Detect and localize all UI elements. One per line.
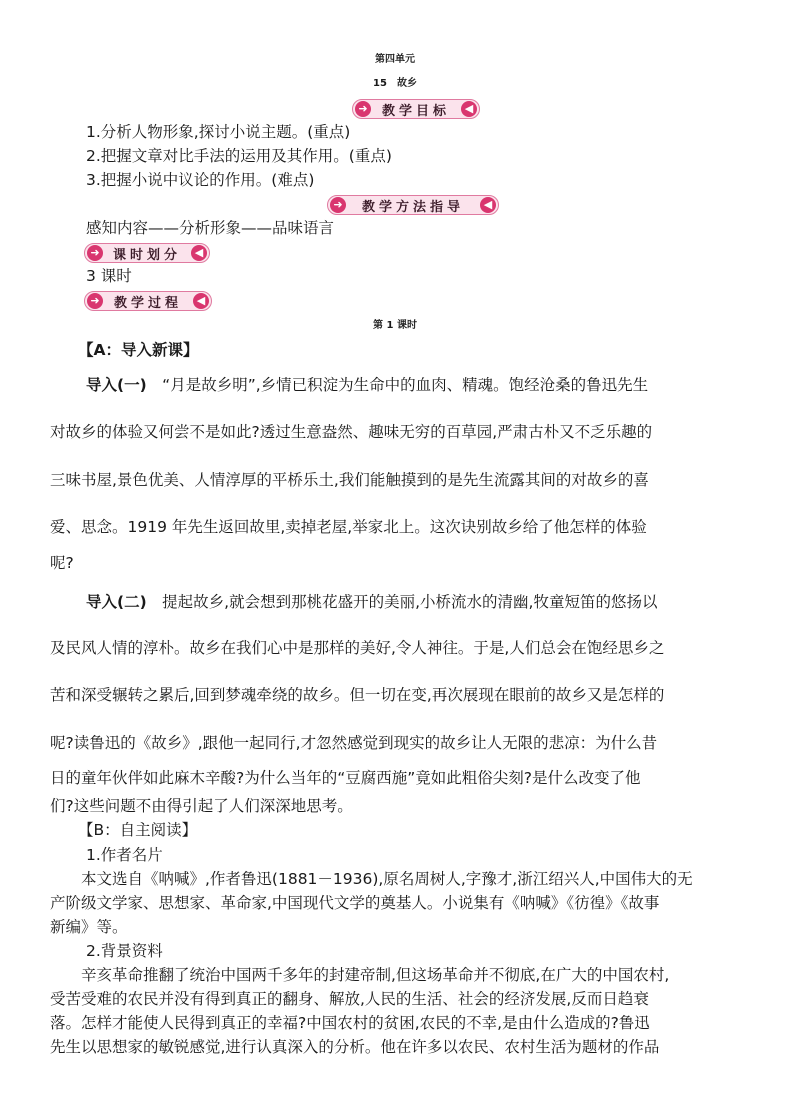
- arrow-left-icon: ◀: [461, 101, 477, 117]
- intro1-label: 导入(一): [86, 376, 147, 394]
- intro1-line-4: 爱、思念。1919 年先生返回故里,卖掉老屋,举家北上。这次诀别故乡给了他怎样的体验: [50, 518, 647, 536]
- intro2-line-5: 日的童年伙伴如此麻木辛酸?为什么当年的“豆腐西施”竟如此粗俗尖刻?是什么改变了他: [50, 769, 641, 787]
- background-heading: 2.背景资料: [86, 942, 163, 960]
- arrow-left-icon: ◀: [193, 293, 209, 309]
- class-title: 第 1 课时: [373, 320, 417, 331]
- background-line-1: 辛亥革命推翻了统治中国两千多年的封建帝制,但这场革命并不彻底,在广大的中国农村,: [50, 966, 670, 984]
- intro1-line-3: 三味书屋,景色优美、人情淳厚的平桥乐土,我们能触摸到的是先生流露其间的对故乡的喜: [50, 471, 649, 489]
- intro2-line-2: 及民风人情的淳朴。故乡在我们心中是那样的美好,令人神往。于是,人们总会在饱经思乡之: [50, 639, 665, 657]
- intro1-line-2: 对故乡的体验又何尝不是如此?透过生意盎然、趣味无穷的百草园,严肃古朴又不乏乐趣的: [50, 423, 653, 441]
- author-line-2: 产阶级文学家、思想家、革命家,中国现代文学的奠基人。小说集有《呐喊》《彷徨》《故事: [50, 894, 660, 912]
- process-banner: [84, 291, 212, 311]
- methods-banner-label: 教学方法指导: [361, 199, 464, 215]
- intro2-first-line: [86, 592, 657, 612]
- arrow-right-icon: ➜: [330, 197, 346, 213]
- periods-text: 3 课时: [86, 267, 132, 285]
- periods-banner-label: 课时划分: [112, 247, 181, 263]
- arrow-left-icon: ◀: [480, 197, 496, 213]
- intro2-line-3: 苦和深受辗转之累后,回到梦魂牵绕的故乡。但一切在变,再次展现在眼前的故乡又是怎样的: [50, 686, 665, 704]
- methods-banner: [327, 195, 499, 215]
- periods-banner: [84, 243, 210, 263]
- author-line-1: 本文选自《呐喊》,作者鲁迅(1881－1936),原名周树人,字豫才,浙江绍兴人,中国伟大的无: [50, 870, 693, 888]
- intro1-line-5: 呢?: [50, 554, 74, 572]
- intro1-line-1: “月是故乡明”,乡情已积淀为生命中的血肉、精魂。饱经沧桑的鲁迅先生: [146, 376, 649, 394]
- author-heading: 1.作者名片: [86, 846, 163, 864]
- intro2-line-4: 呢?读鲁迅的《故乡》,跟他一起同行,才忽然感觉到现实的故乡让人无限的悲凉：为什么昔: [50, 734, 658, 752]
- process-banner-label: 教学过程: [113, 295, 182, 311]
- intro2-label: 导入(二): [86, 593, 147, 611]
- unit-title: 第四单元: [375, 54, 415, 65]
- background-line-4: 先生以思想家的敏锐感觉,进行认真深入的分析。他在许多以农民、农村生活为题材的作品: [50, 1038, 660, 1056]
- background-line-2: 受苦受难的农民并没有得到真正的翻身、解放,人民的生活、社会的经济发展,反而日趋衰: [50, 990, 649, 1008]
- arrow-left-icon: ◀: [191, 245, 207, 261]
- lesson-title: 15 故乡: [373, 78, 417, 89]
- background-line-3: 落。怎样才能使人民得到真正的幸福?中国农村的贫困,农民的不幸,是由什么造成的?鲁迅: [50, 1014, 650, 1032]
- intro2-line-1: 提起故乡,就会想到那桃花盛开的美丽,小桥流水的清幽,牧童短笛的悠扬以: [146, 593, 658, 611]
- arrow-right-icon: ➜: [87, 293, 103, 309]
- goal-item-3: 3.把握小说中议论的作用。(难点): [86, 171, 315, 189]
- methods-text: 感知内容——分析形象——品味语言: [86, 219, 335, 237]
- goals-banner: [352, 99, 480, 119]
- intro1-first-line: [86, 375, 648, 395]
- section-a-heading: 【A：导入新课】: [78, 341, 199, 359]
- goals-banner-label: 教学目标: [381, 103, 450, 119]
- goal-item-2: 2.把握文章对比手法的运用及其作用。(重点): [86, 147, 392, 165]
- arrow-right-icon: ➜: [355, 101, 371, 117]
- arrow-right-icon: ➜: [87, 245, 103, 261]
- section-b-heading: 【B：自主阅读】: [78, 821, 198, 839]
- goal-item-1: 1.分析人物形象,探讨小说主题。(重点): [86, 123, 351, 141]
- author-line-3: 新编》等。: [50, 918, 128, 936]
- intro2-line-6: 们?这些问题不由得引起了人们深深地思考。: [50, 797, 353, 815]
